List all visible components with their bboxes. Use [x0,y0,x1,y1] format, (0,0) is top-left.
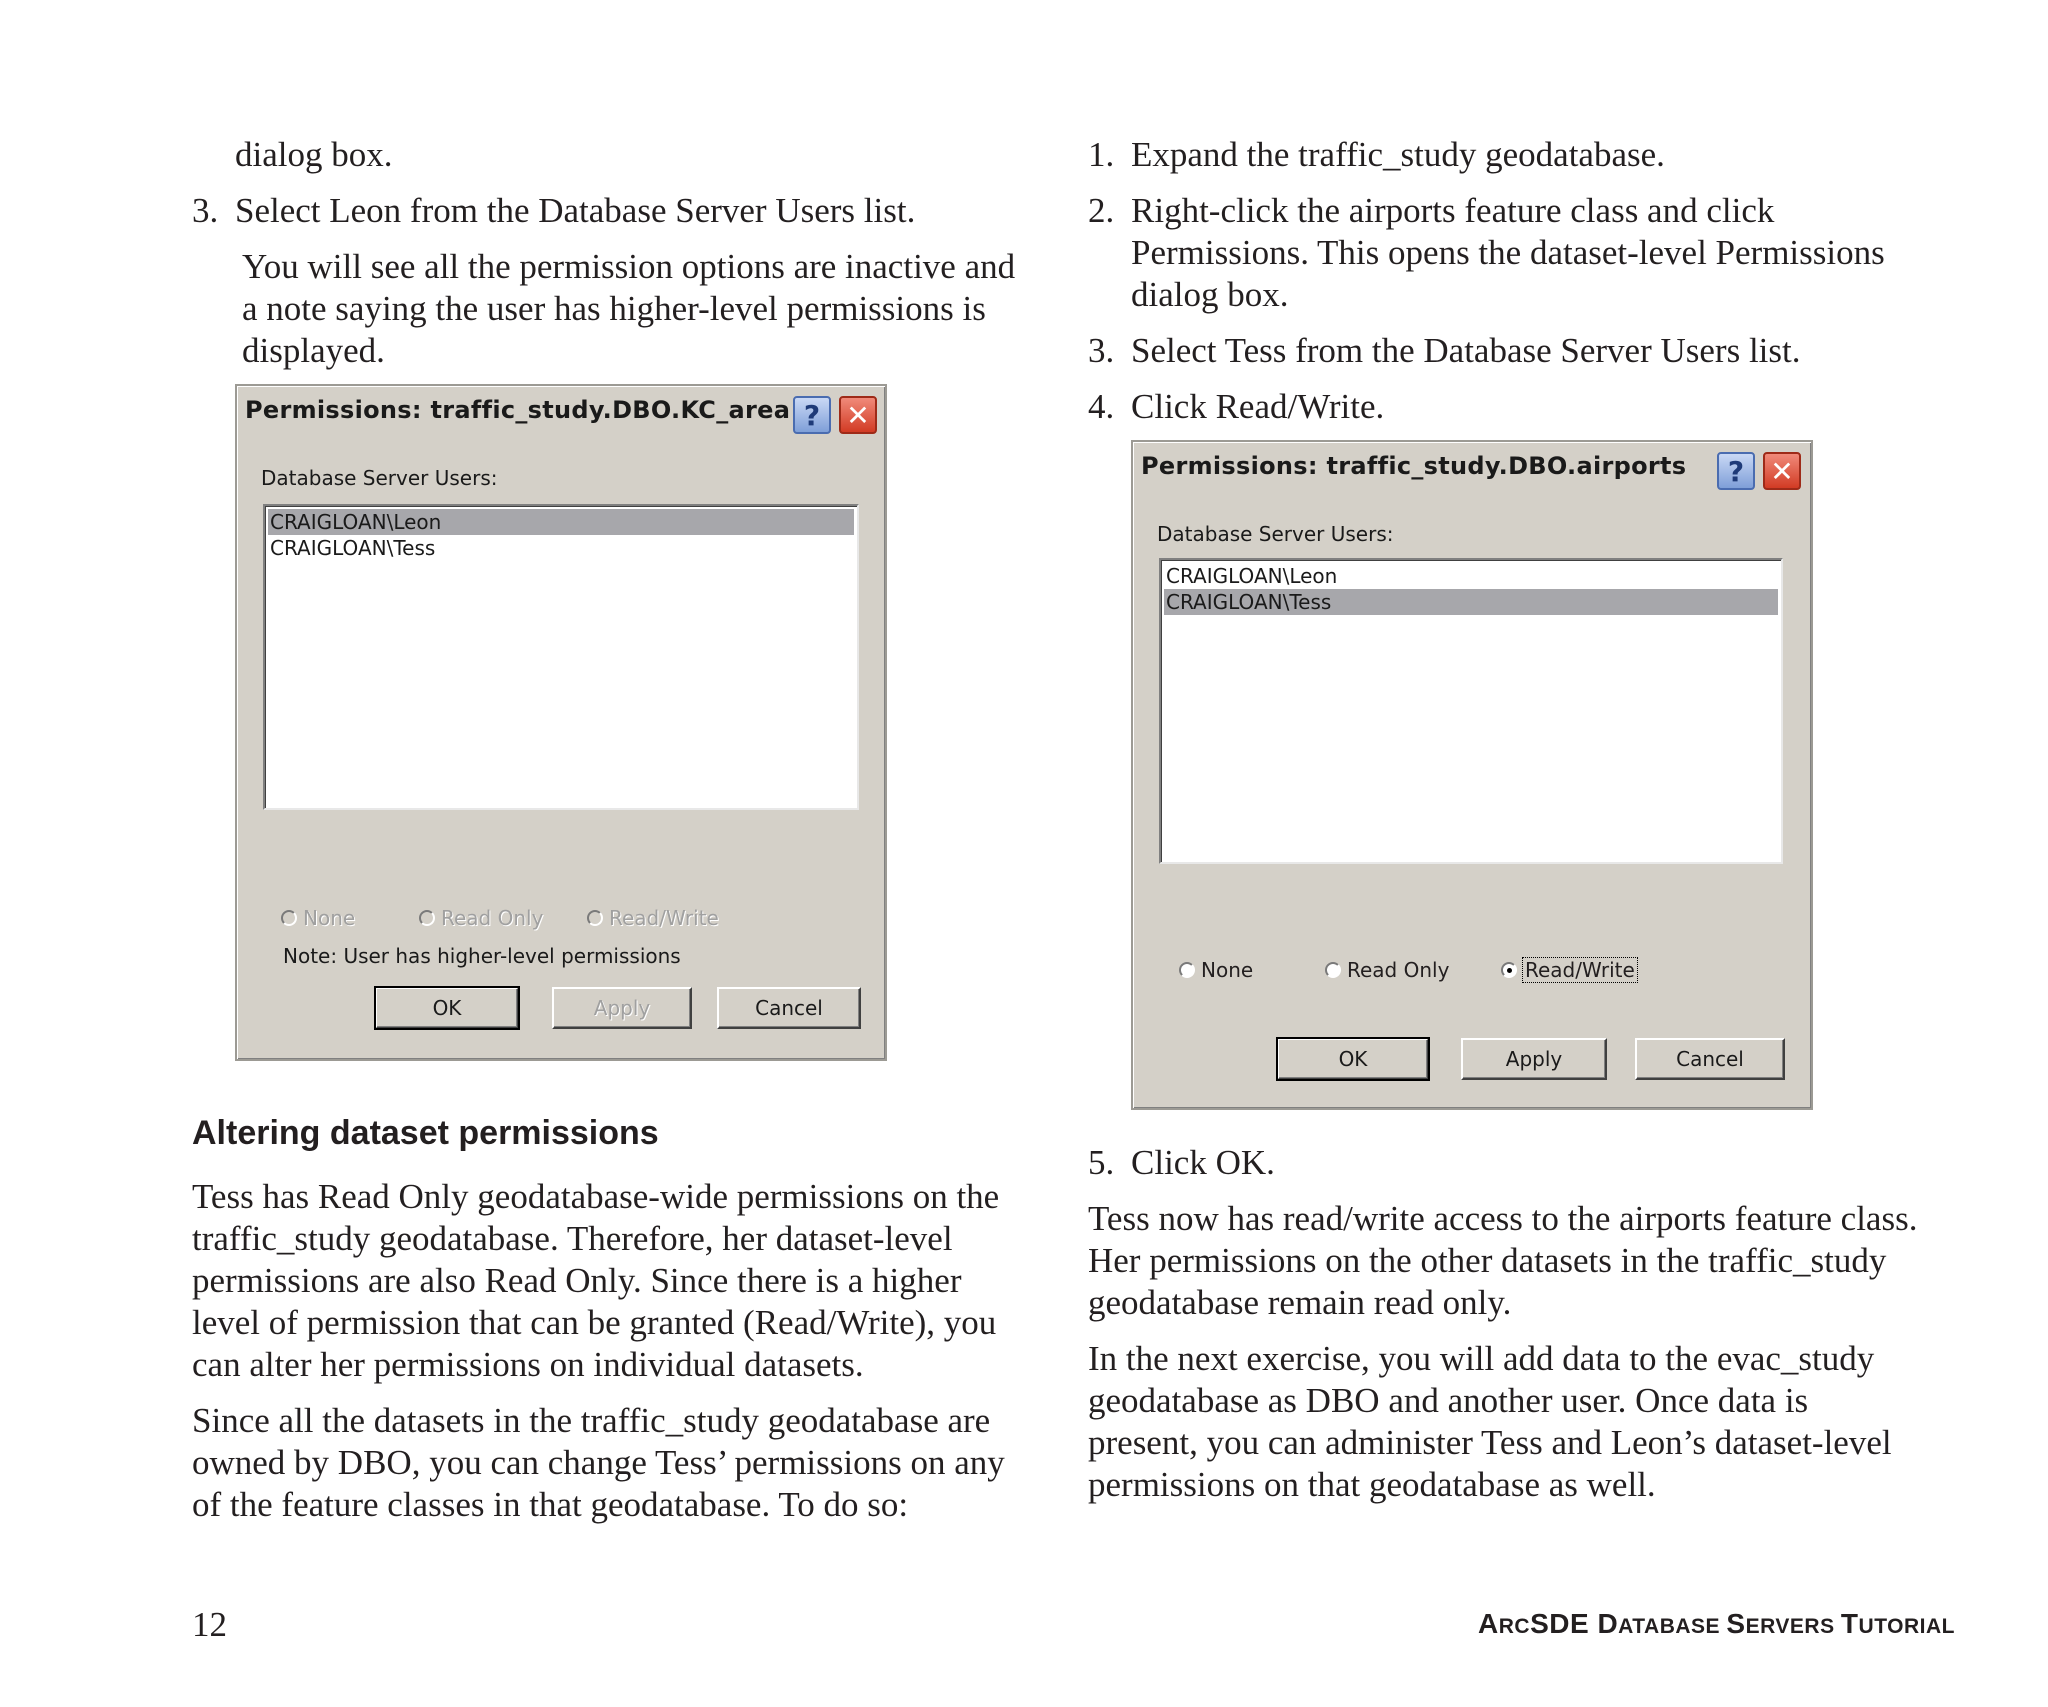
radio-label: Read Only [441,906,544,930]
paragraph-line: geodatabase remain read only. [1088,1283,1512,1322]
permission-note: Note: User has higher-level permissions [283,944,681,968]
step-note-line: displayed. [242,331,385,370]
step-text: Click OK. [1131,1143,1275,1182]
users-listbox[interactable] [1159,558,1783,864]
help-icon[interactable]: ? [793,396,831,434]
radio-circle-icon [1325,962,1341,978]
users-label: Database Server Users: [1157,522,1394,546]
title-part-cap: D [1597,1608,1619,1639]
permissions-dialog-kc-area [235,384,887,1061]
paragraph-line: geodatabase as DBO and another user. Once data is [1088,1381,1809,1420]
close-icon[interactable]: ✕ [839,396,877,434]
radio-circle-icon [587,910,603,926]
running-footer-title [1478,1608,1955,1640]
paragraph-line: of the feature classes in that geodatabase. To do so: [192,1485,909,1524]
radio-read-only[interactable] [1325,958,1449,982]
paragraph-line: Tess has Read Only geodatabase-wide permissions on the [192,1177,1000,1216]
radio-none[interactable] [1179,958,1253,982]
dialog-title: Permissions: traffic_study.DBO.KC_area [245,396,791,424]
step-text: Select Tess from the Database Server Users list. [1131,331,1801,370]
step-text: Click Read/Write. [1131,387,1385,426]
section-heading: Altering dataset permissions [192,1114,659,1152]
step-text: Right-click the airports feature class and click [1131,191,1775,230]
step-note-line: You will see all the permission options are inactive and [242,247,1016,286]
paragraph-line: permissions are also Read Only. Since there is a higher [192,1261,962,1300]
list-item-leon[interactable]: CRAIGLOAN\Leon [268,509,854,535]
permissions-dialog-airports [1131,440,1813,1110]
paragraph-line: level of permission that can be granted (Read/Write), you [192,1303,997,1342]
radio-label: None [1201,958,1254,982]
paragraph-line: present, you can administer Tess and Leon’s dataset-level [1088,1423,1892,1462]
list-item-tess[interactable]: CRAIGLOAN\Tess [1164,589,1778,615]
title-part-small: UTORIAL [1858,1615,1955,1638]
title-part-small: ERVERS [1745,1615,1841,1638]
radio-label: Read/Write [1525,958,1635,982]
title-part-cap: A [1478,1608,1499,1639]
radio-read-write[interactable] [587,906,719,930]
step-number: 5. [1088,1143,1115,1182]
title-part-cap: S [1726,1608,1746,1639]
title-part-small: RC [1498,1615,1531,1638]
help-icon[interactable]: ? [1717,452,1755,490]
page-number: 12 [192,1605,227,1644]
step-number: 3. [1088,331,1115,370]
radio-checked-icon [1501,962,1517,978]
radio-circle-icon [419,910,435,926]
paragraph-line: owned by DBO, you can change Tess’ permissions on any [192,1443,1005,1482]
step-text: Permissions. This opens the dataset-level Permissions [1131,233,1885,272]
radio-circle-icon [1179,962,1195,978]
step-text: Expand the traffic_study geodatabase. [1131,135,1665,174]
ok-button[interactable]: OK [375,987,519,1029]
step-number: 2. [1088,191,1115,230]
radio-none[interactable] [281,906,355,930]
radio-label: Read Only [1347,958,1450,982]
paragraph-line: Tess now has read/write access to the airports feature class. [1088,1199,1918,1238]
paragraph-line: Her permissions on the other datasets in the traffic_study [1088,1241,1887,1280]
users-label: Database Server Users: [261,466,498,490]
step-number: 3. [192,191,219,230]
apply-button[interactable]: Apply [552,987,692,1029]
paragraph-line: Since all the datasets in the traffic_study geodatabase are [192,1401,991,1440]
step-text: Select Leon from the Database Server Users list. [235,191,916,230]
close-icon[interactable]: ✕ [1763,452,1801,490]
step-note-line: a note saying the user has higher-level permissions is [242,289,986,328]
apply-button[interactable]: Apply [1461,1038,1607,1080]
cancel-button[interactable]: Cancel [717,987,861,1029]
step-number: 1. [1088,135,1115,174]
continued-text: dialog box. [235,135,393,174]
title-part-cap: T [1840,1608,1859,1639]
step-number: 4. [1088,387,1115,426]
title-part-small: ATABASE [1618,1615,1727,1638]
radio-label: Read/Write [609,906,719,930]
users-listbox[interactable] [263,504,859,810]
radio-read-write[interactable] [1501,958,1637,982]
paragraph-line: traffic_study geodatabase. Therefore, her dataset-level [192,1219,953,1258]
title-part-cap: SDE [1530,1608,1598,1639]
list-item-tess[interactable]: CRAIGLOAN\Tess [270,536,436,560]
paragraph-line: can alter her permissions on individual datasets. [192,1345,864,1384]
radio-label: None [303,906,356,930]
ok-button[interactable]: OK [1277,1038,1429,1080]
paragraph-line: permissions on that geodatabase as well. [1088,1465,1656,1504]
step-text: dialog box. [1131,275,1289,314]
list-item-leon[interactable]: CRAIGLOAN\Leon [1166,564,1338,588]
cancel-button[interactable]: Cancel [1635,1038,1785,1080]
dialog-title: Permissions: traffic_study.DBO.airports [1141,452,1687,480]
radio-read-only[interactable] [419,906,543,930]
radio-circle-icon [281,910,297,926]
paragraph-line: In the next exercise, you will add data to the evac_study [1088,1339,1875,1378]
